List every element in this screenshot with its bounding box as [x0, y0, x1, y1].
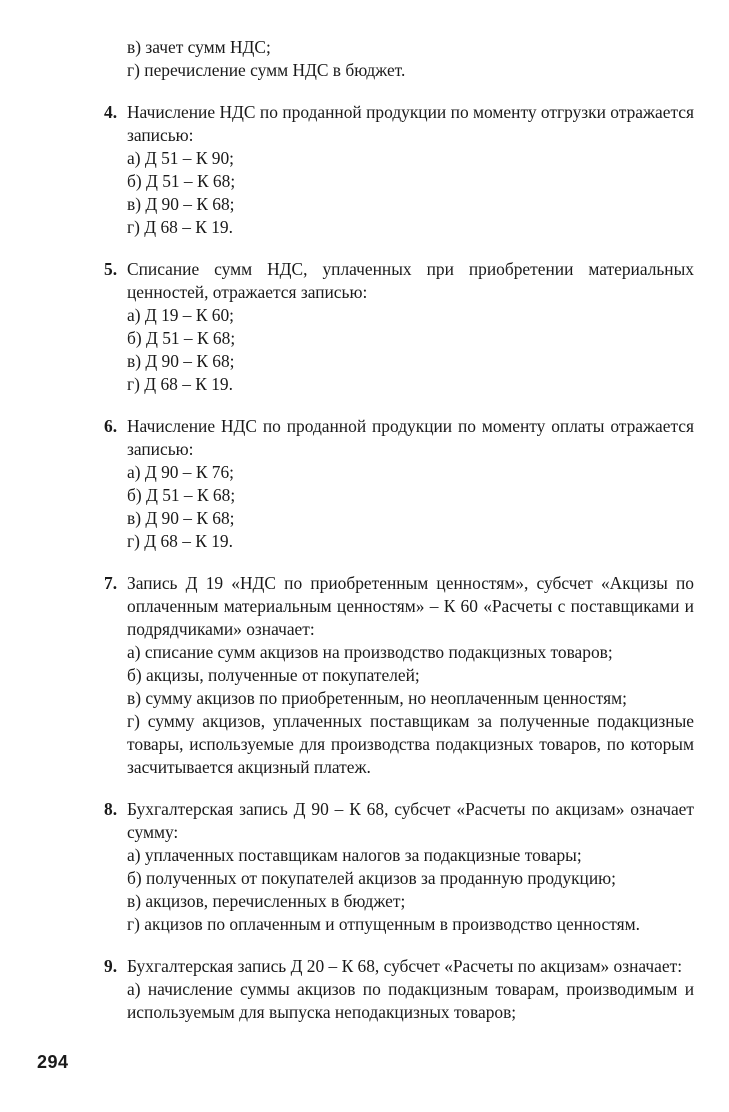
option-b: б) полученных от покупателей акцизов за проданную продукцию; — [127, 868, 616, 888]
option-v: в) Д 90 – К 68; — [127, 508, 235, 528]
question-text: 4. Начисление НДС по проданной продукции по моменту отгрузки отражается записью: — [104, 102, 694, 145]
question-9 — [104, 955, 694, 1024]
option-b: б) Д 51 – К 68; — [127, 328, 236, 348]
question-text: 7. Запись Д 19 «НДС по приобретенным ценностям», субсчет «Акцизы по оплаченным материальным ценностям» – К 60 «Расчеты с поставщиками и подрядчиками» означает: — [104, 573, 694, 639]
question-4 — [104, 101, 694, 239]
option-a: а) Д 51 – К 90; — [127, 148, 235, 168]
option-b: б) акцизы, полученные от покупателей; — [127, 665, 420, 685]
option-v: в) сумму акцизов по приобретенным, но неоплаченным ценностям; — [127, 688, 627, 708]
option-a: а) списание сумм акцизов на производство подакцизных товаров; — [127, 642, 613, 662]
option-a: а) Д 90 – К 76; — [127, 462, 235, 482]
question-number: 4. — [104, 102, 118, 122]
question-number: 6. — [104, 416, 118, 436]
option-g: г) сумму акцизов, уплаченных поставщикам за полученные подакцизные товары, используемые для производства подакцизных товаров, по которым засчитывается акцизный платеж. — [127, 711, 694, 777]
question-text: 5. Списание сумм НДС, уплаченных при приобретении материальных ценностей, отражается записью: — [104, 259, 694, 302]
question-text: 6. Начисление НДС по проданной продукции по моменту оплаты отражается записью: — [104, 416, 694, 459]
option-v: в) акцизов, перечисленных в бюджет; — [127, 891, 406, 911]
option-a: а) уплаченных поставщикам налогов за подакцизные товары; — [127, 845, 582, 865]
option-v: в) Д 90 – К 68; — [127, 351, 235, 371]
option-g: г) акцизов по оплаченным и отпущенным в производство ценностям. — [127, 914, 640, 934]
question-text: 8. Бухгалтерская запись Д 90 – К 68, субсчет «Расчеты по акцизам» означает сумму: — [104, 799, 694, 842]
option-b: б) Д 51 – К 68; — [127, 485, 236, 505]
question-number: 7. — [104, 573, 118, 593]
question-8 — [104, 798, 694, 936]
question-text: 9. Бухгалтерская запись Д 20 – К 68, субсчет «Расчеты по акцизам» означает: — [104, 956, 683, 976]
option-v: в) Д 90 – К 68; — [127, 194, 235, 214]
question-7 — [104, 572, 694, 779]
option-g: г) Д 68 – К 19. — [127, 374, 233, 394]
question-number: 9. — [104, 956, 118, 976]
option-a: а) Д 19 – К 60; — [127, 305, 235, 325]
question-number: 5. — [104, 259, 118, 279]
question-6 — [104, 415, 694, 553]
option-g: г) перечисление сумм НДС в бюджет. — [127, 60, 406, 80]
question-5 — [104, 258, 694, 396]
option-g: г) Д 68 – К 19. — [127, 217, 233, 237]
question-number: 8. — [104, 799, 118, 819]
option-g: г) Д 68 – К 19. — [127, 531, 233, 551]
option-b: б) Д 51 – К 68; — [127, 171, 236, 191]
option-v: в) зачет сумм НДС; — [127, 37, 271, 57]
page-body — [104, 36, 694, 1024]
option-a: а) начисление суммы акцизов по подакцизным товарам, производимым и используемым для выпуска неподакцизных товаров; — [127, 979, 694, 1022]
leading-options — [104, 36, 694, 82]
page-number: 294 — [37, 1052, 69, 1072]
